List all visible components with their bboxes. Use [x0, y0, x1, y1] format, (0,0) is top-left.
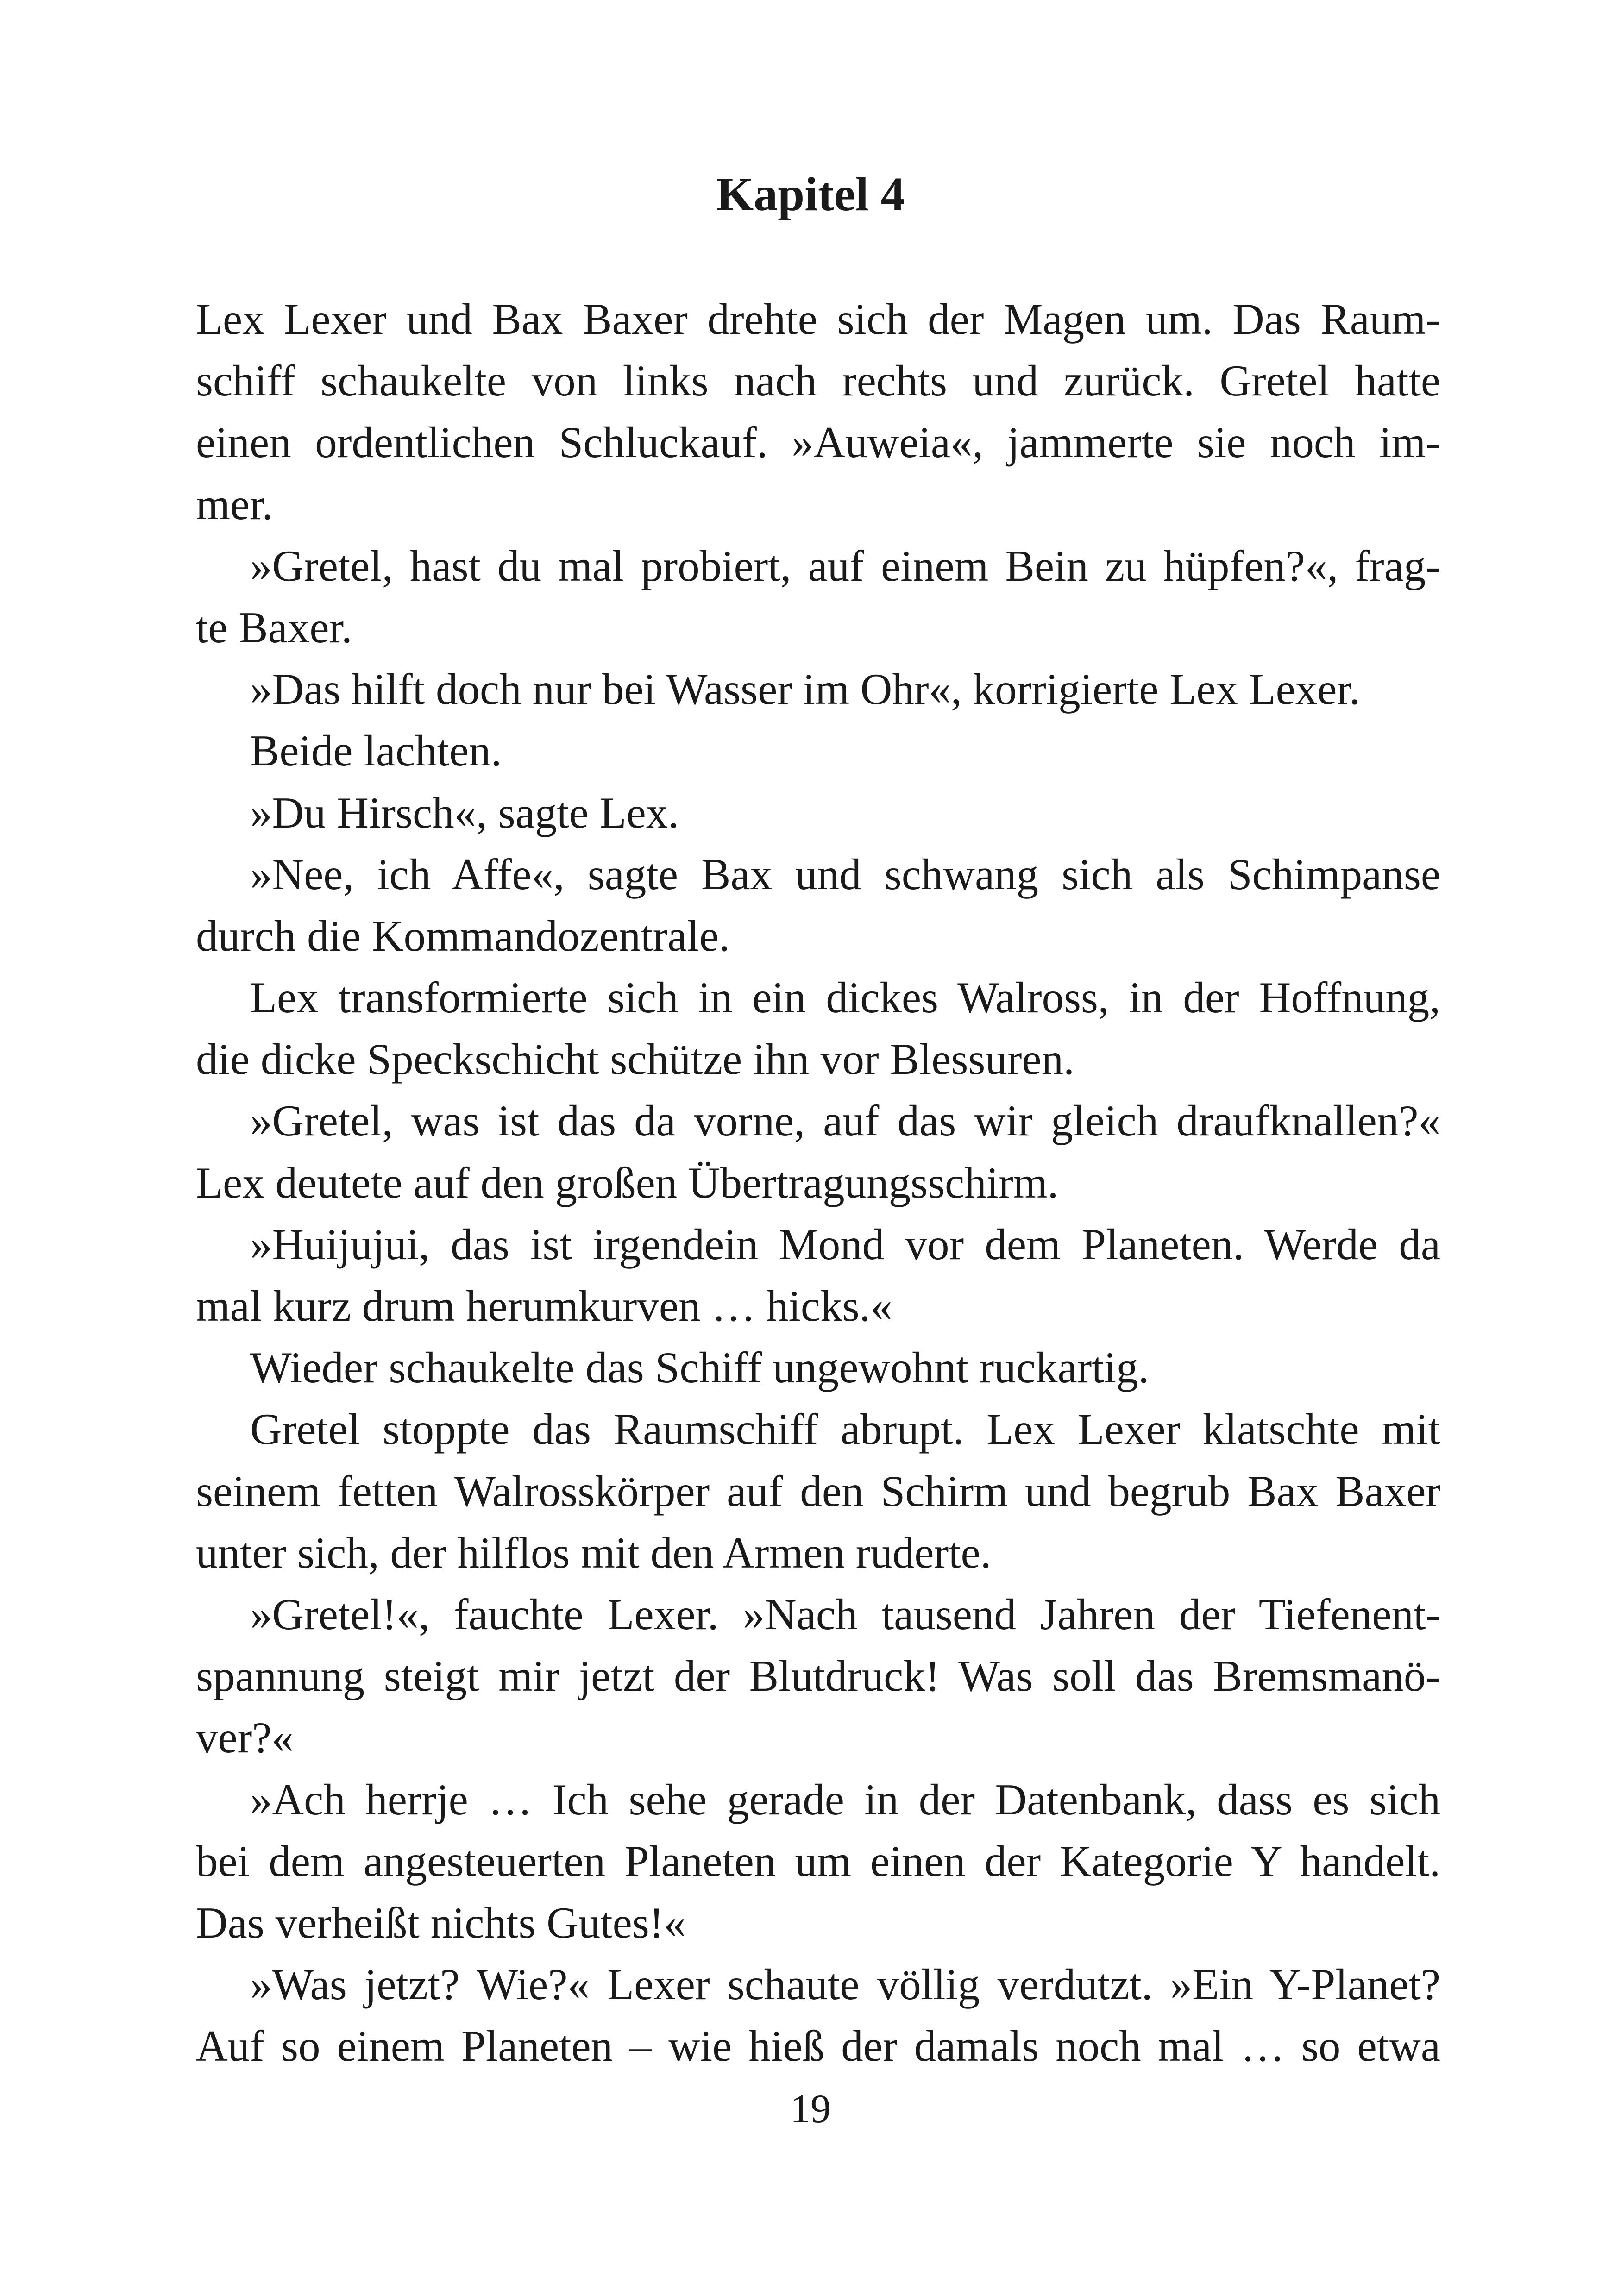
text-line: te Baxer. — [196, 602, 352, 652]
text-line: »Gretel!«, fauchte Lexer. »Nach tausend Jahren der Tiefenent- — [250, 1589, 1440, 1639]
text-line: schiff schaukelte von links nach rechts und zurück. Gretel hatte — [196, 356, 1440, 406]
text-line: Lex deutete auf den großen Übertragungsschirm. — [196, 1158, 1059, 1207]
text-line: seinem fetten Walrosskörper auf den Schirm und begrub Bax Baxer — [196, 1466, 1440, 1516]
chapter-title: Kapitel 4 — [716, 168, 905, 221]
text-line: einen ordentlichen Schluckauf. »Auweia«, jammerte sie noch im- — [196, 418, 1440, 467]
text-line: Gretel stoppte das Raumschiff abrupt. Lex Lexer klatschte mit — [250, 1405, 1440, 1454]
text-line: »Huijujui, das ist irgendein Mond vor dem Planeten. Werde da — [250, 1219, 1440, 1269]
text-line: durch die Kommandozentrale. — [196, 911, 730, 960]
text-line: unter sich, der hilflos mit den Armen ruderte. — [196, 1528, 992, 1577]
text-line: »Ach herrje … Ich sehe gerade in der Datenbank, dass es sich — [250, 1775, 1440, 1824]
text-line: mer. — [196, 479, 273, 529]
text-line: Das verheißt nichts Gutes!« — [196, 1898, 686, 1947]
text-line: »Nee, ich Affe«, sagte Bax und schwang sich als Schimpanse — [250, 849, 1440, 899]
text-line: »Gretel, hast du mal probiert, auf einem Bein zu hüpfen?«, frag- — [250, 541, 1440, 590]
text-line: »Das hilft doch nur bei Wasser im Ohr«, korrigierte Lex Lexer. — [250, 665, 1360, 714]
text-line: die dicke Speckschicht schütze ihn vor Blessuren. — [196, 1035, 1074, 1084]
text-line: »Gretel, was ist das da vorne, auf das wir gleich draufknallen?« — [250, 1096, 1440, 1146]
text-line: mal kurz drum herumkurven … hicks.« — [196, 1281, 892, 1330]
text-line: »Du Hirsch«, sagte Lex. — [250, 788, 679, 837]
text-line: bei dem angesteuerten Planeten um einen der Kategorie Y handelt. — [196, 1836, 1440, 1886]
text-line: Beide lachten. — [250, 726, 502, 776]
text-line: Auf so einem Planeten – wie hieß der damals noch mal … so etwa — [196, 2021, 1440, 2071]
text-line: ver?« — [196, 1713, 294, 1763]
text-line: »Was jetzt? Wie?« Lexer schaute völlig verdutzt. »Ein Y-Planet? — [250, 1960, 1440, 2009]
text-line: Lex transformierte sich in ein dickes Walross, in der Hoffnung, — [250, 973, 1440, 1023]
body-text — [196, 289, 1440, 2077]
text-line: Wieder schaukelte das Schiff ungewohnt ruckartig. — [250, 1343, 1150, 1393]
text-line: Lex Lexer und Bax Baxer drehte sich der Magen um. Das Raum- — [196, 295, 1440, 344]
page-number: 19 — [790, 2087, 831, 2132]
text-line: spannung steigt mir jetzt der Blutdruck! Was soll das Bremsmanö- — [196, 1651, 1440, 1701]
